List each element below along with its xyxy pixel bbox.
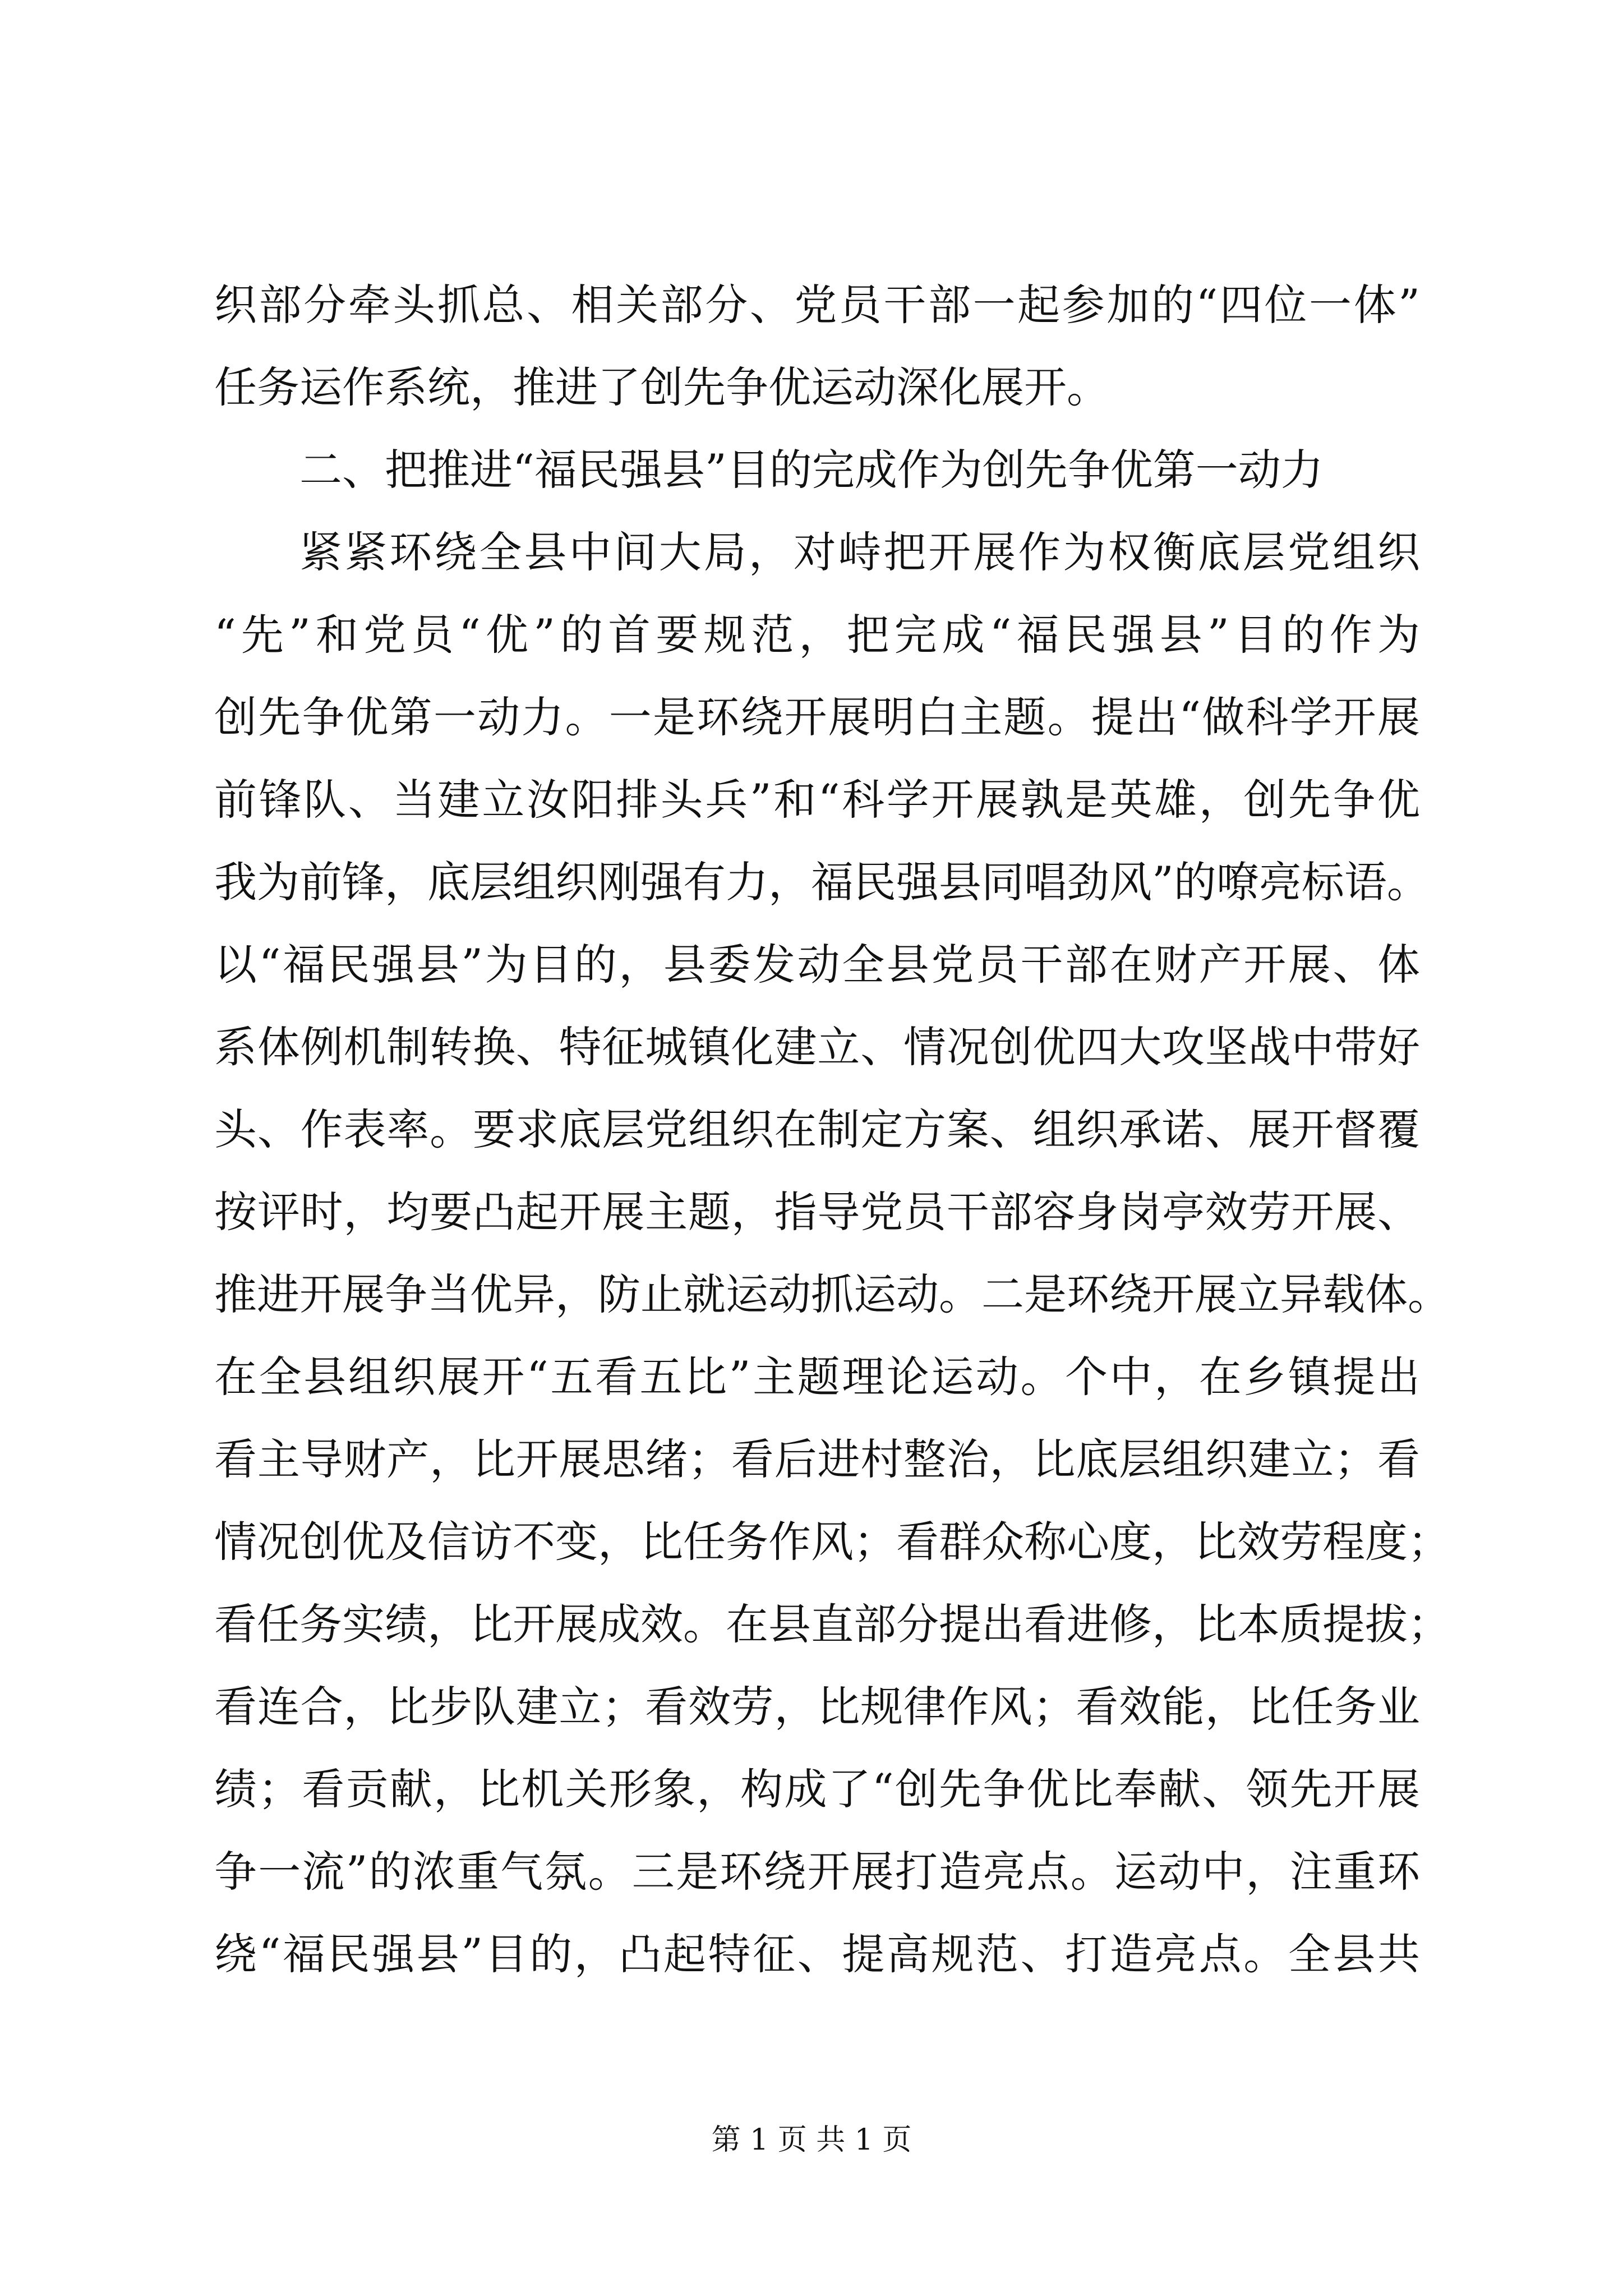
text-line-6: 创先争优第一动力。一是环绕开展明白主题。提出“做科学开展 — [214, 692, 1420, 742]
text-line-17: 看任务实绩，比开展成效。在县直部分提出看进修，比本质提拔； — [214, 1599, 1450, 1649]
text-line-19: 绩；看贡献，比机关形象，构成了“创先争优比奉献、领先开展 — [214, 1764, 1420, 1814]
text-line-8: 我为前锋，底层组织刚强有力，福民强县同唱劲风”的嘹亮标语。 — [214, 857, 1430, 907]
text-line-1: 织部分牵头抓总、相关部分、党员干部一起参加的“四位一体” — [214, 280, 1420, 330]
section-heading: 二、把推进“福民强县”目的完成作为创先争优第一动力 — [299, 445, 1324, 495]
text-line-13: 推进开展争当优异，防止就运动抓运动。二是环绕开展立异载体。 — [214, 1269, 1450, 1319]
page-footer: 第 1 页 共 1 页 — [711, 2123, 912, 2157]
text-line-11: 头、作表率。要求底层党组织在制定方案、组织承诺、展开督覆 — [214, 1105, 1420, 1154]
text-line-21: 绕“福民强县”目的，凸起特征、提高规范、打造亮点。全县共 — [214, 1929, 1420, 1979]
text-line-9: 以“福民强县”为目的，县委发动全县党员干部在财产开展、体 — [214, 940, 1420, 990]
text-line-16: 情况创优及信访不变，比任务作风；看群众称心度，比效劳程度； — [214, 1517, 1450, 1567]
text-line-18: 看连合，比步队建立；看效劳，比规律作风；看效能，比任务业 — [214, 1682, 1420, 1732]
text-line-14: 在全县组织展开“五看五比”主题理论运动。个中，在乡镇提出 — [214, 1352, 1420, 1402]
document-body — [214, 264, 1450, 1995]
text-line-4: 紧紧环绕全县中间大局，对峙把开展作为权衡底层党组织 — [299, 527, 1420, 577]
text-line-10: 系体例机制转换、特征城镇化建立、情况创优四大攻坚战中带好 — [214, 1022, 1420, 1072]
text-line-5: “先”和党员“优”的首要规范，把完成“福民强县”目的作为 — [214, 610, 1420, 660]
text-line-2: 任务运作系统，推进了创先争优运动深化展开。 — [214, 362, 1109, 412]
text-line-15: 看主导财产，比开展思绪；看后进村整治，比底层组织建立；看 — [214, 1434, 1420, 1484]
text-line-12: 按评时，均要凸起开展主题，指导党员干部容身岗亭效劳开展、 — [214, 1187, 1420, 1237]
text-line-7: 前锋队、当建立汝阳排头兵”和“科学开展孰是英雄，创先争优 — [214, 775, 1420, 825]
text-line-20: 争一流”的浓重气氛。三是环绕开展打造亮点。运动中，注重环 — [214, 1847, 1420, 1897]
